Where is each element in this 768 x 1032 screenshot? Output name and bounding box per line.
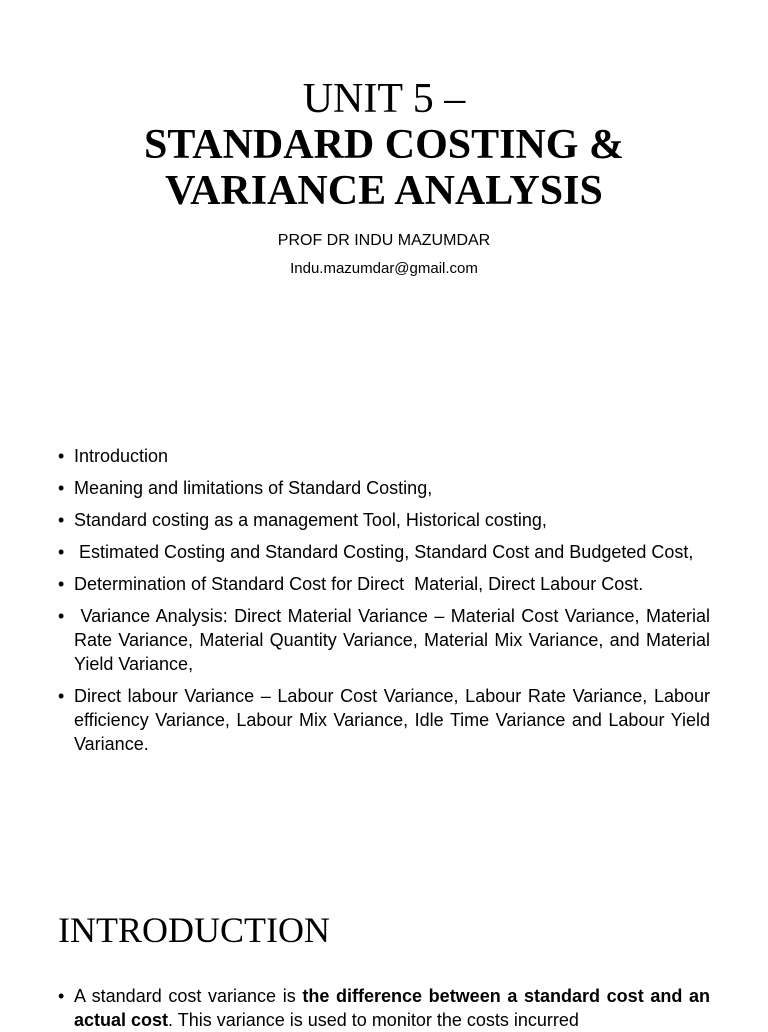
bullet-icon: • xyxy=(58,574,65,594)
bullet-icon: • xyxy=(58,510,65,530)
bullet-icon: • xyxy=(58,606,65,626)
topic-item xyxy=(58,476,710,500)
intro-text-bold: the difference between a standard cost and an actual cost xyxy=(74,986,710,1030)
topic-text: Determination of Standard Cost for Direct Material, Direct Labour Cost. xyxy=(74,574,644,594)
topic-text: Meaning and limitations of Standard Costing, xyxy=(74,478,433,498)
bullet-icon: • xyxy=(58,478,65,498)
topic-text: Variance Analysis: Direct Material Variance – Material Cost Variance, Material Rate Variance, Material Quantity Variance, Material Mix Variance, and Material Yield Variance, xyxy=(74,606,716,674)
topic-item xyxy=(58,684,710,756)
topic-text: Direct labour Variance – Labour Cost Variance, Labour Rate Variance, Labour efficiency Variance, Labour Mix Variance, Idle Time Variance and Labour Yield Variance. xyxy=(74,686,710,754)
bullet-icon: • xyxy=(58,686,65,706)
main-title-line-2: VARIANCE ANALYSIS xyxy=(165,168,603,214)
intro-text-start: A standard cost variance is xyxy=(74,986,303,1006)
intro-text-end: . This variance is used to monitor the costs incurred xyxy=(168,1010,579,1030)
author-email: Indu.mazumdar@gmail.com xyxy=(290,260,478,277)
bullet-icon: • xyxy=(58,542,65,562)
topic-item xyxy=(58,508,710,532)
topic-item xyxy=(58,604,716,676)
topic-item xyxy=(58,444,710,468)
introduction-paragraph xyxy=(58,984,710,1032)
topic-text: Estimated Costing and Standard Costing, Standard Cost and Budgeted Cost, xyxy=(74,542,694,562)
unit-title: UNIT 5 – xyxy=(302,76,466,122)
topic-text: Introduction xyxy=(74,446,169,466)
bullet-icon: • xyxy=(58,986,65,1006)
topic-list xyxy=(58,444,716,764)
topic-item xyxy=(58,572,710,596)
topic-text: Standard costing as a management Tool, Historical costing, xyxy=(74,510,547,530)
introduction-heading: INTRODUCTION xyxy=(58,910,330,950)
author-name: PROF DR INDU MAZUMDAR xyxy=(277,232,491,249)
title-block xyxy=(0,76,768,214)
topic-item xyxy=(58,540,710,564)
introduction-body xyxy=(58,984,710,1032)
bullet-icon: • xyxy=(58,446,65,466)
main-title-line-1: STANDARD COSTING & xyxy=(144,122,624,168)
